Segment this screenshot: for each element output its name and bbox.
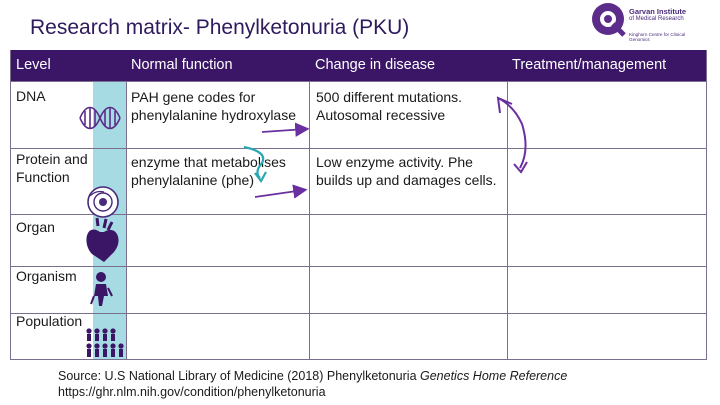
column-divider (126, 81, 127, 360)
source-text: Source: U.S National Library of Medicine (2018) Phenylketonuria (58, 369, 420, 383)
table-border-right (706, 50, 707, 360)
level-organism: Organism (16, 268, 77, 284)
column-divider (309, 81, 310, 360)
row-divider (10, 148, 707, 149)
cell-protein-change: Low enzyme activity. Phe builds up and damages cells. (316, 154, 497, 188)
page-title: Research matrix- Phenylketonuria (PKU) (30, 16, 410, 39)
source-journal: Genetics Home Reference (420, 369, 568, 383)
row-divider (10, 313, 707, 314)
header-treatment: Treatment/management (512, 57, 667, 73)
header-normal-function: Normal function (131, 57, 233, 73)
logo-name-line2: of Medical Research (629, 16, 684, 22)
level-dna: DNA (16, 88, 46, 104)
level-population: Population (16, 313, 83, 329)
source-citation (58, 368, 567, 400)
table-header (10, 50, 707, 81)
logo-subtitle: Kinghorn Centre for Clinical Genomics (629, 32, 686, 42)
garvan-logo-mark-icon (591, 2, 627, 38)
source-url[interactable]: https://ghr.nlm.nih.gov/condition/phenylketonuria (58, 385, 326, 399)
table-border-left (10, 50, 11, 360)
logo-name: Garvan Institute (629, 7, 687, 16)
garvan-logo (591, 2, 709, 48)
level-icon-band (93, 81, 126, 360)
row-divider (10, 266, 707, 267)
row-divider (10, 81, 707, 82)
level-organ: Organ (16, 219, 55, 235)
header-level: Level (16, 57, 51, 73)
header-change-in-disease: Change in disease (315, 57, 436, 73)
row-divider (10, 359, 707, 360)
level-protein: Protein and Function (16, 151, 88, 185)
cell-dna-normal: PAH gene codes for phenylalanine hydroxylase (131, 89, 296, 123)
cell-dna-change: 500 different mutations. Autosomal recessive (316, 89, 463, 123)
row-divider (10, 214, 707, 215)
cell-protein-normal: enzyme that metabolises phenylalanine (phe) (131, 154, 286, 188)
research-matrix-table (10, 50, 707, 360)
column-divider (507, 81, 508, 360)
